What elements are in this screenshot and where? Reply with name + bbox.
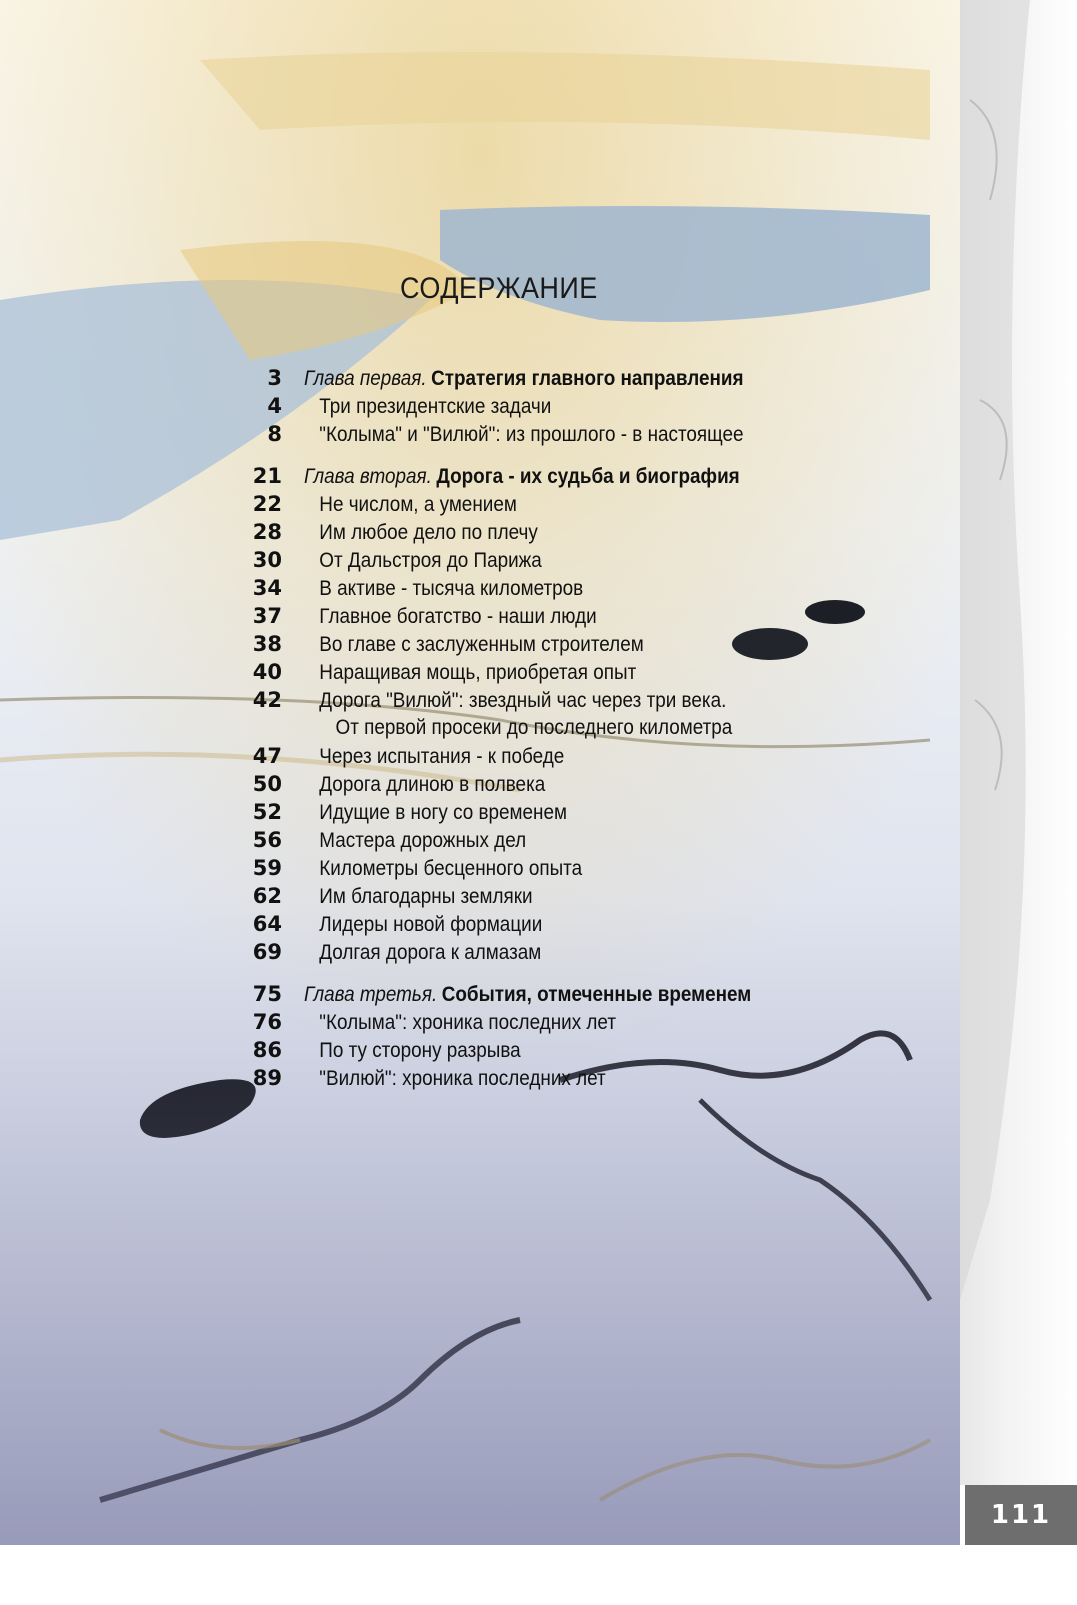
- toc-entry: [220, 660, 840, 688]
- chapter-title: [304, 367, 744, 391]
- entry-title: Наращивая мощь, приобретая опыт: [319, 661, 637, 684]
- page-ref: 76: [252, 1010, 282, 1034]
- toc-section: [220, 366, 840, 450]
- toc-entry: [220, 604, 840, 632]
- page-ref: 38: [252, 632, 282, 656]
- page-ref: 21: [252, 464, 282, 488]
- entry-title-continuation: От первой просеки до последнего километра: [335, 716, 733, 739]
- entry-title: Во главе с заслуженным строителем: [319, 633, 644, 656]
- page-ref: 28: [252, 520, 282, 544]
- page-ref: 30: [252, 548, 282, 572]
- page-ref: 3: [267, 366, 282, 390]
- toc-entry: [220, 772, 840, 800]
- chapter-name: Стратегия главного направления: [431, 367, 744, 390]
- chapter-label: Глава вторая.: [304, 465, 432, 488]
- chapter-label: Глава первая.: [304, 367, 427, 390]
- entry-title: По ту сторону разрыва: [319, 1039, 521, 1062]
- entry-title: Главное богатство - наши люди: [319, 605, 597, 628]
- toc-section: [220, 464, 840, 968]
- entry-title: Мастера дорожных дел: [319, 829, 527, 852]
- entry-title: Дорога длиною в полвека: [319, 773, 546, 796]
- page-ref: 62: [252, 884, 282, 908]
- table-of-contents: [220, 366, 840, 1108]
- toc-entry: [220, 940, 840, 968]
- entry-title: Дорога "Вилюй": звездный час через три века.: [319, 689, 727, 712]
- toc-entry: [220, 800, 840, 828]
- page-ref: 47: [252, 744, 282, 768]
- toc-entry: [220, 394, 840, 422]
- chapter-title: [304, 983, 751, 1007]
- page-title: СОДЕРЖАНИЕ: [400, 272, 598, 305]
- chapter-heading: [220, 464, 840, 492]
- page-ref: 22: [252, 492, 282, 516]
- entry-title: Долгая дорога к алмазам: [319, 941, 542, 964]
- side-strip: [960, 0, 1077, 1485]
- entry-title: "Колыма": хроника последних лет: [319, 1011, 616, 1034]
- entry-title: Им благодарны земляки: [319, 885, 533, 908]
- entry-title: Лидеры новой формации: [319, 913, 543, 936]
- page-ref: 59: [252, 856, 282, 880]
- toc-entry: [220, 576, 840, 604]
- page-ref: 4: [267, 394, 282, 418]
- chapter-title: [304, 465, 740, 489]
- toc-entry: [220, 688, 840, 716]
- page-ref: 69: [252, 940, 282, 964]
- page-ref: 52: [252, 800, 282, 824]
- toc-entry-continuation: [220, 716, 840, 744]
- page-ref: 50: [252, 772, 282, 796]
- entry-title: Не числом, а умением: [319, 493, 517, 516]
- entry-title: Три президентские задачи: [319, 395, 552, 418]
- chapter-name: События, отмеченные временем: [441, 983, 752, 1006]
- page-ref: 8: [267, 422, 282, 446]
- chapter-label: Глава третья.: [304, 983, 438, 1006]
- toc-entry: [220, 1010, 840, 1038]
- toc-entry: [220, 1066, 840, 1094]
- toc-entry: [220, 422, 840, 450]
- toc-entry: [220, 520, 840, 548]
- toc-section: [220, 982, 840, 1094]
- page-ref: 42: [252, 688, 282, 712]
- entry-title: От Дальстроя до Парижа: [319, 549, 542, 572]
- page-ref: 86: [252, 1038, 282, 1062]
- chapter-name: Дорога - их судьба и биография: [436, 465, 740, 488]
- toc-entry: [220, 912, 840, 940]
- page-number: 111: [965, 1485, 1077, 1545]
- entry-title: "Вилюй": хроника последних лет: [319, 1067, 606, 1090]
- entry-title: В активе - тысяча километров: [319, 577, 584, 600]
- page-ref: 89: [252, 1066, 282, 1090]
- toc-entry: [220, 1038, 840, 1066]
- entry-title: Им любое дело по плечу: [319, 521, 538, 544]
- page-ref: 34: [252, 576, 282, 600]
- toc-entry: [220, 492, 840, 520]
- entry-title: Через испытания - к победе: [319, 745, 565, 768]
- page-ref: 40: [252, 660, 282, 684]
- page-ref: 56: [252, 828, 282, 852]
- chapter-heading: [220, 982, 840, 1010]
- page-ref: 37: [252, 604, 282, 628]
- entry-title: Километры бесценного опыта: [319, 857, 583, 880]
- toc-entry: [220, 828, 840, 856]
- page-ref: 75: [252, 982, 282, 1006]
- toc-entry: [220, 856, 840, 884]
- toc-entry: [220, 548, 840, 576]
- entry-title: "Колыма" и "Вилюй": из прошлого - в настоящее: [319, 423, 744, 446]
- page-ref: 64: [252, 912, 282, 936]
- entry-title: Идущие в ногу со временем: [319, 801, 568, 824]
- toc-entry: [220, 744, 840, 772]
- toc-entry: [220, 884, 840, 912]
- chapter-heading: [220, 366, 840, 394]
- toc-entry: [220, 632, 840, 660]
